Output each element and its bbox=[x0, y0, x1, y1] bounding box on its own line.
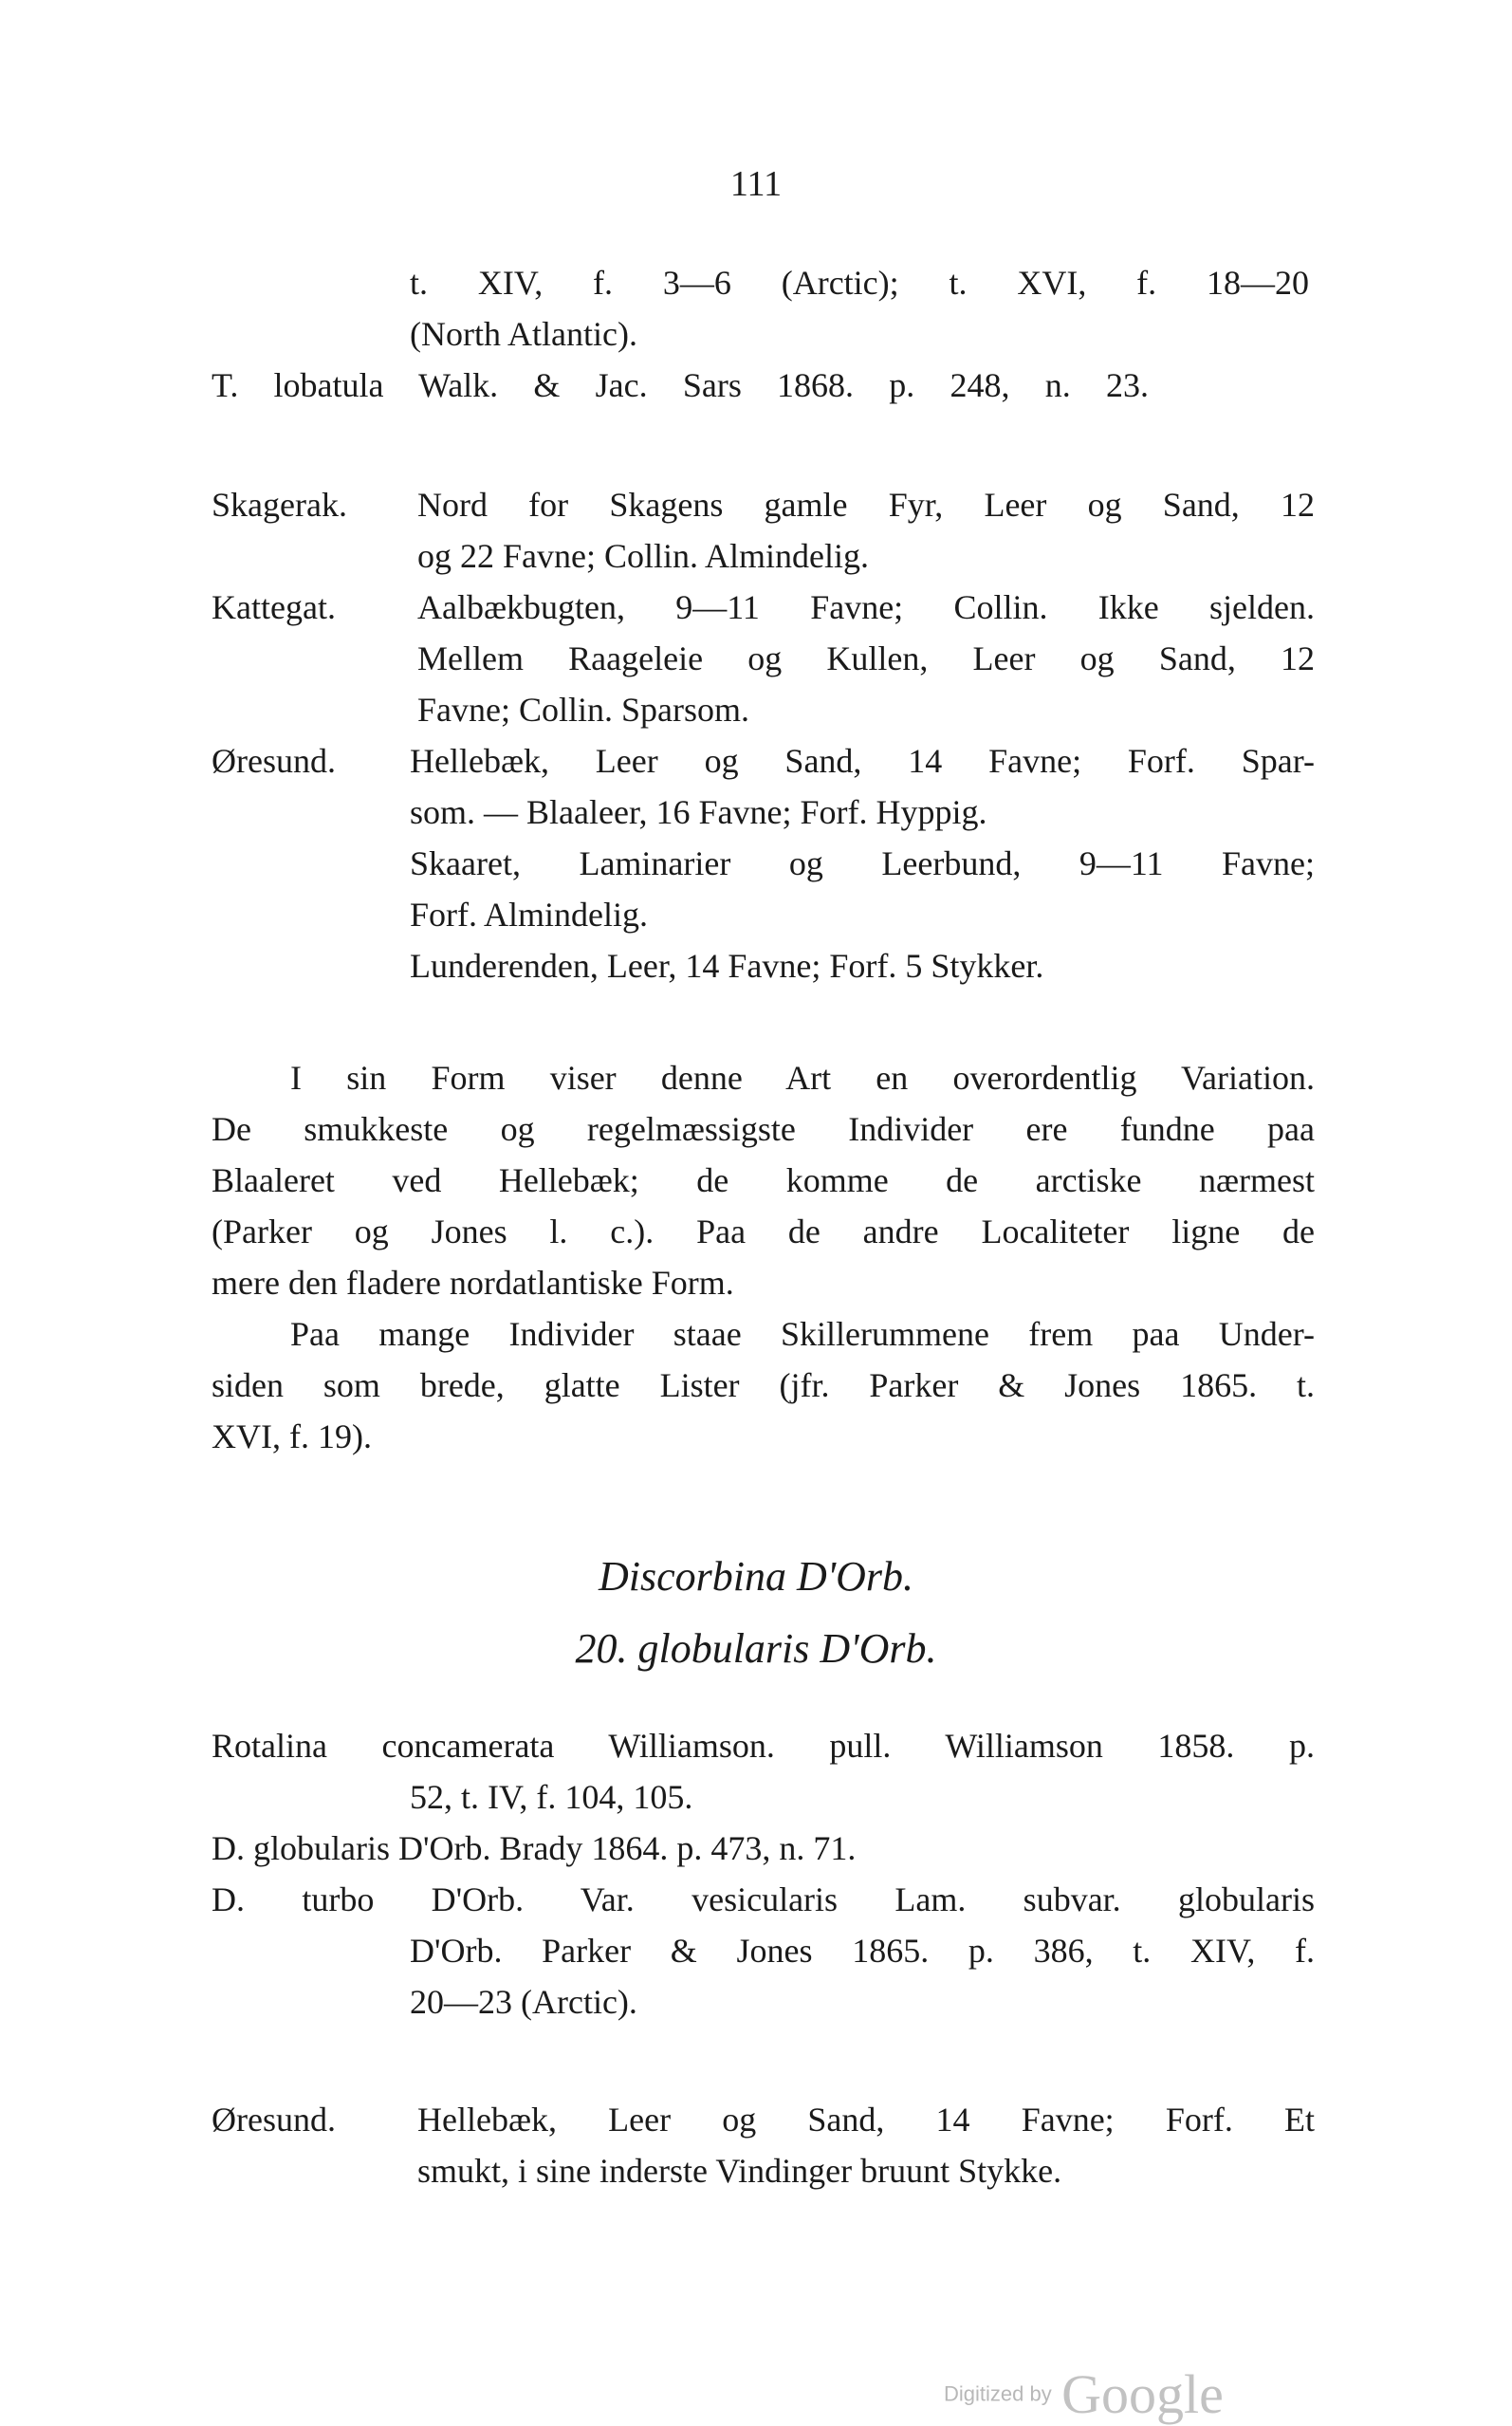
page-number: 111 bbox=[729, 164, 783, 204]
locality-line: og 22 Favne; Collin. Almindelig. bbox=[417, 537, 869, 575]
text-line: (North Atlantic). bbox=[410, 315, 637, 353]
paragraph-line: siden som brede, glatte Lister (jfr. Parker & Jones 1865. t. bbox=[212, 1366, 1315, 1404]
locality-label-skagerak: Skagerak. bbox=[212, 486, 347, 524]
locality-line: Favne; Collin. Sparsom. bbox=[417, 691, 749, 729]
text-line: T. lobatula Walk. & Jac. Sars 1868. p. 248, n. 23. bbox=[212, 366, 1149, 404]
locality-line: Lunderenden, Leer, 14 Favne; Forf. 5 Stykker. bbox=[410, 947, 1044, 985]
locality-line: Aalbækbugten, 9—11 Favne; Collin. Ikke sjelden. bbox=[417, 588, 1315, 626]
locality-line: Skaaret, Laminarier og Leerbund, 9—11 Favne; bbox=[410, 844, 1315, 882]
locality-line: smukt, i sine inderste Vindinger bruunt Stykke. bbox=[417, 2152, 1062, 2190]
google-logo: Google bbox=[1061, 2363, 1224, 2425]
locality-line: som. — Blaaleer, 16 Favne; Forf. Hyppig. bbox=[410, 793, 987, 831]
paragraph-line: XVI, f. 19). bbox=[212, 1417, 372, 1455]
locality-label-oresund: Øresund. bbox=[212, 2101, 336, 2139]
digitized-by-text: Digitized by bbox=[944, 2381, 1052, 2406]
genus-heading: Discorbina D'Orb. bbox=[598, 1553, 914, 1600]
species-heading: 20. globularis D'Orb. bbox=[575, 1625, 937, 1672]
paragraph-line: Paa mange Individer staae Skillerummene frem paa Under- bbox=[290, 1315, 1315, 1353]
paragraph-line: I sin Form viser denne Art en overordentlig Variation. bbox=[290, 1059, 1315, 1097]
synonym-line: 52, t. IV, f. 104, 105. bbox=[410, 1778, 693, 1816]
synonym-line: D'Orb. Parker & Jones 1865. p. 386, t. XIV, f. bbox=[410, 1932, 1315, 1970]
locality-line: Mellem Raageleie og Kullen, Leer og Sand, 12 bbox=[417, 639, 1315, 677]
locality-line: Nord for Skagens gamle Fyr, Leer og Sand, 12 bbox=[417, 486, 1315, 524]
locality-line: Hellebæk, Leer og Sand, 14 Favne; Forf. Et bbox=[417, 2101, 1315, 2139]
paragraph-line: De smukkeste og regelmæssigste Individer ere fundne paa bbox=[212, 1110, 1315, 1148]
synonym-line: Rotalina concamerata Williamson. pull. Williamson 1858. p. bbox=[212, 1727, 1315, 1765]
locality-label-kattegat: Kattegat. bbox=[212, 588, 336, 626]
synonym-line: 20—23 (Arctic). bbox=[410, 1983, 637, 2021]
locality-label-oresund: Øresund. bbox=[212, 742, 336, 780]
paragraph-line: Blaaleret ved Hellebæk; de komme de arctiske nærmest bbox=[212, 1161, 1315, 1199]
paragraph-line: (Parker og Jones l. c.). Paa de andre Localiteter ligne de bbox=[212, 1213, 1315, 1250]
paragraph-line: mere den fladere nordatlantiske Form. bbox=[212, 1264, 734, 1302]
text-line: t. XIV, f. 3—6 (Arctic); t. XVI, f. 18—20 bbox=[410, 264, 1309, 302]
locality-line: Forf. Almindelig. bbox=[410, 896, 648, 934]
digitized-watermark bbox=[944, 2362, 1224, 2426]
synonym-line: D. turbo D'Orb. Var. vesicularis Lam. subvar. globularis bbox=[212, 1880, 1315, 1918]
locality-line: Hellebæk, Leer og Sand, 14 Favne; Forf. Spar- bbox=[410, 742, 1315, 780]
synonym-line: D. globularis D'Orb. Brady 1864. p. 473, n. 71. bbox=[212, 1829, 857, 1867]
